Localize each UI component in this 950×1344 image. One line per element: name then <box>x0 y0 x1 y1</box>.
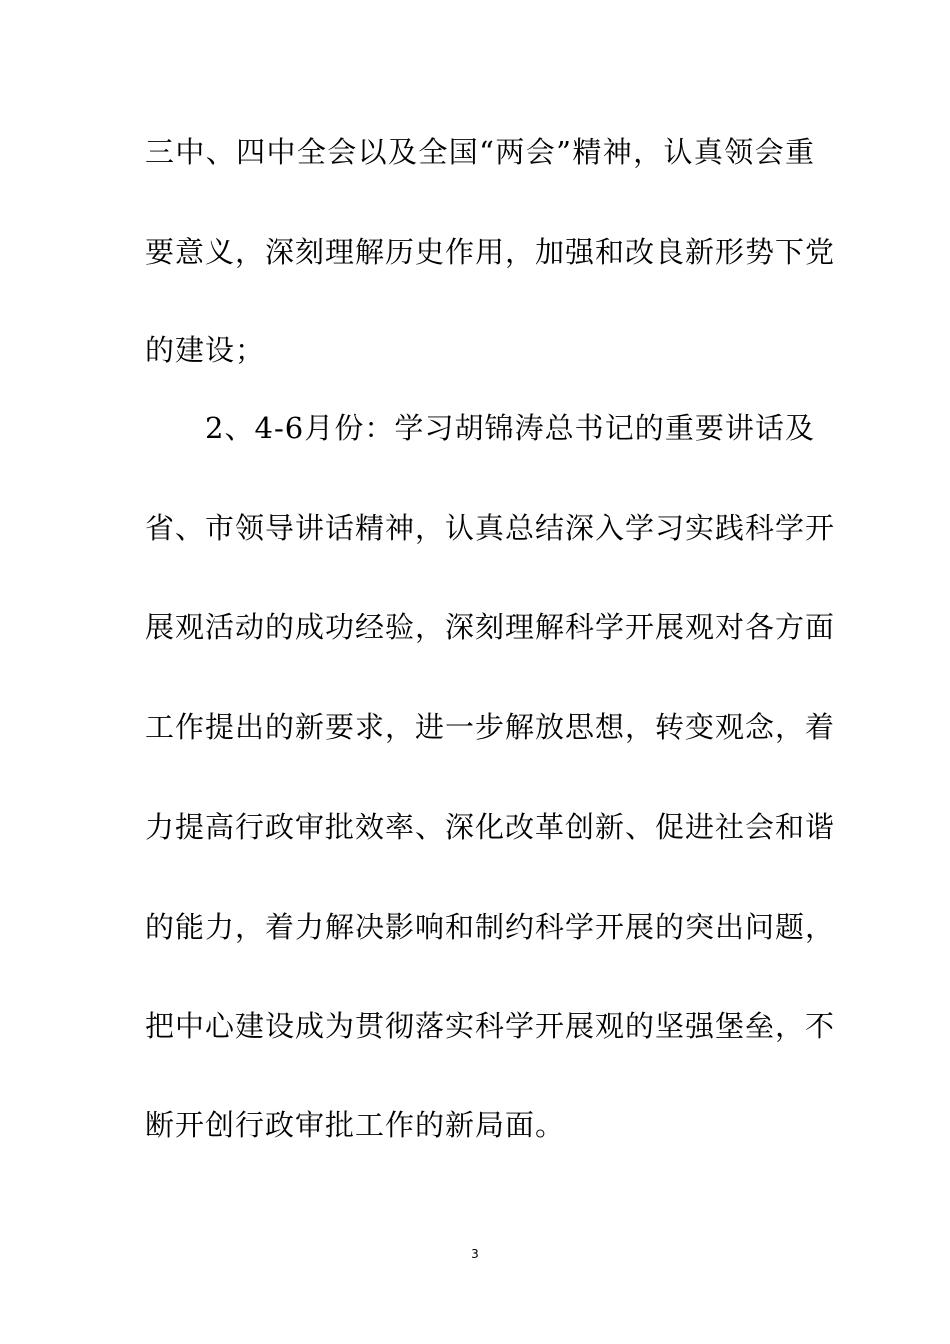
body-text-line-5: 省、市领导讲话精神，认真总结深入学习实践科学开 <box>145 511 836 545</box>
page-number: 3 <box>471 1247 479 1261</box>
body-text-line-11: 断开创行政审批工作的新局面。 <box>145 1108 566 1142</box>
body-text-line-8: 力提高行政审批效率、深化改革创新、促进社会和谐 <box>145 810 836 844</box>
body-text-line-4: 2、4-6月份：学习胡锦涛总书记的重要讲话及 <box>205 411 815 445</box>
body-text-line-1: 三中、四中全会以及全国“两会”精神，认真领会重 <box>145 135 815 169</box>
body-text-line-3: 的建设； <box>145 333 266 367</box>
body-text-line-2: 要意义，深刻理解历史作用，加强和改良新形势下党 <box>145 235 836 269</box>
body-text-line-9: 的能力，着力解决影响和制约科学开展的突出问题， <box>145 910 836 944</box>
body-text-line-10: 把中心建设成为贯彻落实科学开展观的坚强堡垒，不 <box>145 1009 836 1043</box>
body-text-line-7: 工作提出的新要求，进一步解放思想，转变观念，着 <box>145 710 836 744</box>
body-text-line-6: 展观活动的成功经验，深刻理解科学开展观对各方面 <box>145 610 836 644</box>
